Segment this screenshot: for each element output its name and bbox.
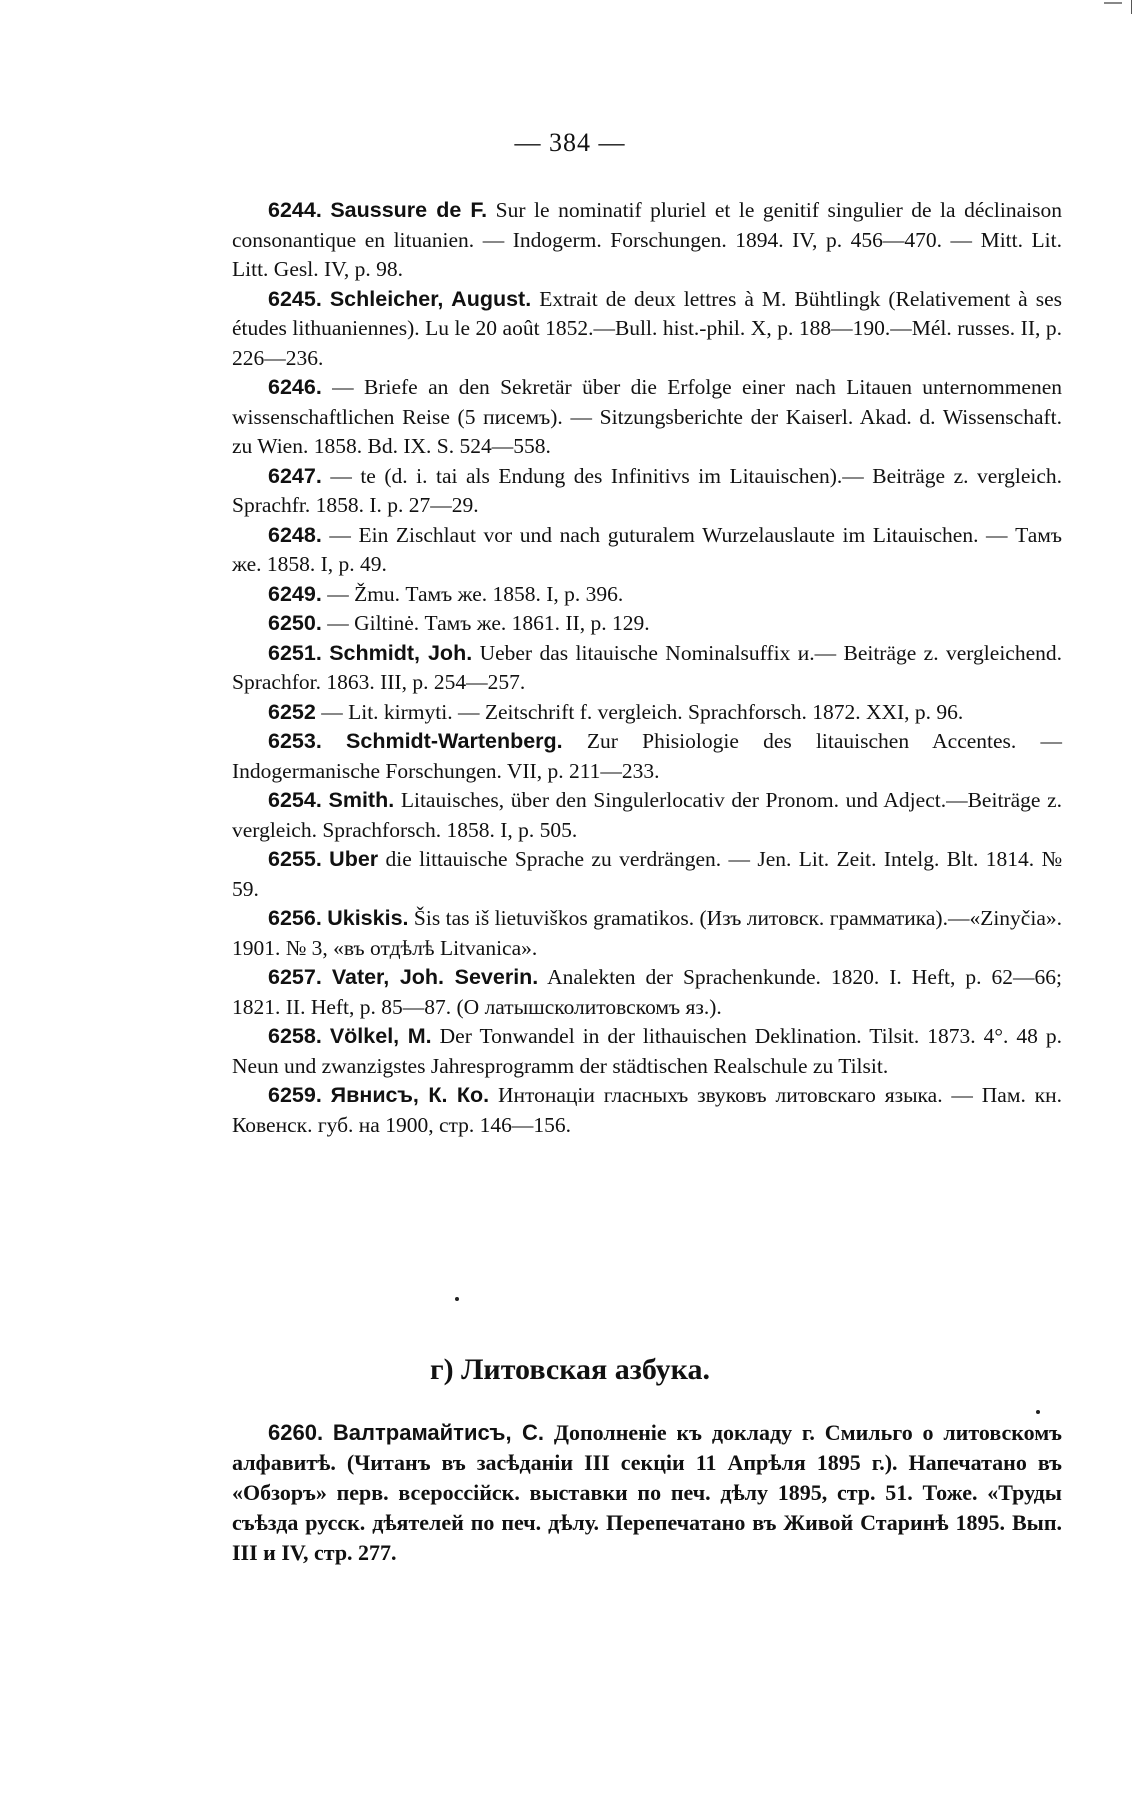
entry-number: 6259. xyxy=(268,1083,322,1107)
entry-text: Интонаціи гласныхъ звуковъ литовскаго языка. — Пам. кн. Ковенск. губ. на 1900, стр. 146—156. xyxy=(232,1083,1063,1137)
entry-text: — Giltinė. Тамъ же. 1861. II, p. 129. xyxy=(321,611,650,635)
entry-text: Ueber das litauische Nominalsuffix и.— Beiträge z. vergleichend. Sprachfor. 1863. III, p. 254—257. xyxy=(232,640,1063,694)
bibliography-entry xyxy=(232,196,1062,285)
entry-author: Völkel, M. xyxy=(329,1024,432,1048)
entry-text: — te (d. i. tai als Endung des Infinitivs im Litauischen).— Beiträge z. vergleich. Sprachfr. 1858. I. p. 27—29. xyxy=(232,463,1062,517)
entry-author: Явнисъ, К. Ко. xyxy=(330,1083,490,1107)
entry-text: — Lit. kirmyti. — Zeitschrift f. vergleich. Sprachforsch. 1872. XXI, p. 96. xyxy=(315,699,964,724)
entry-text: Zur Phisiologie des litauischen Accentes. — Indogermanische Forschungen. VII, p. 211—233. xyxy=(232,729,1063,783)
entry-number: 6260. xyxy=(268,1420,324,1445)
entry-number: 6250. xyxy=(268,611,322,635)
entry-number: 6245. xyxy=(268,286,322,311)
bibliography-entry xyxy=(232,609,1062,639)
entry-author: Schmidt-Wartenberg. xyxy=(346,729,563,753)
bibliography-entry xyxy=(232,639,1062,698)
bibliography-entry xyxy=(232,521,1062,580)
entry-text: Дополненіе къ докладу г. Смильго о литовскомъ алфавитѣ. (Читанъ въ засѣданіи III секціи 11 Апрѣля 1895 г.). Напечатано въ «Обзоръ» перв. всероссійск. выставки по печ. дѣлу 1895, стр. 51. Тоже. «Труды съѣзда русск. дѣятелей по печ. дѣлу. Перепечатано въ Живой Старинѣ 1895. Вып. III и IV, стр. 277. xyxy=(232,1420,1063,1565)
entry-text: Extrait de deux lettres à M. Bühtlingk (Relativement à ses études lithuaniennes). Lu le 20 août 1852.—Bull. hist.-phil. X, p. 188—190.—Mél. russes. II, p. 226—236. xyxy=(232,286,1063,370)
bibliography-entry xyxy=(232,1418,1062,1568)
bibliography-entry xyxy=(232,698,1062,728)
entry-text: — Žmu. Тамъ же. 1858. I, p. 396. xyxy=(321,581,624,606)
entry-number: 6246. xyxy=(268,375,322,399)
bibliography-entry xyxy=(232,462,1062,521)
entry-number: 6244. xyxy=(268,198,322,222)
entry-number: 6249. xyxy=(268,581,322,606)
bibliography-entry xyxy=(232,580,1062,610)
entry-author: Schmidt, Joh. xyxy=(329,640,473,665)
entry-text: — Ein Zischlaut vor und nach guturalem Wurzelauslaute im Litauischen. — Тамъ же. 1858. I, p. 49. xyxy=(232,522,1062,576)
entry-text: — Briefe an den Sekretär über die Erfolge einer nach Litauen unternommenen wissenschaftlichen Reise (5 писемъ). — Sitzungsberichte der Kaiserl. Akad. d. Wissenschaft. zu Wien. 1858. Bd. IX. S. 524—558. xyxy=(232,375,1062,458)
entry-number: 6258. xyxy=(268,1024,322,1048)
entry-author: Vater, Joh. Severin. xyxy=(331,965,539,989)
section-title: г) Литовская азбука. xyxy=(429,1353,711,1386)
entry-text: Sur le nominatif pluriel et le genitif singulier de la déclinaison consonantique en lituanien. — Indogerm. Forschungen. 1894. IV, p. 456—470. — Mitt. Lit. Litt. Gesl. IV, p. 98. xyxy=(232,198,1062,281)
page-number: — 384 — xyxy=(514,128,626,157)
entry-number: 6256. xyxy=(268,906,322,930)
bibliography-entry xyxy=(232,285,1062,374)
entry-author: Saussure de F. xyxy=(330,198,488,222)
bibliography-entry xyxy=(232,1081,1062,1140)
bibliography-entry xyxy=(232,904,1062,963)
entry-number: 6247. xyxy=(268,463,322,488)
entry-author: Smith. xyxy=(328,788,395,812)
entry-number: 6254. xyxy=(268,788,322,812)
entry-text: Šis tas iš lietuviškos gramatikos. (Изъ литовск. грамматика).—«Zinyčia». 1901. № 3, «въ отдѣлѣ Litvanica». xyxy=(232,906,1062,960)
edge-dash-mark xyxy=(1104,2,1122,4)
entry-number: 6257. xyxy=(268,965,322,989)
entry-number: 6251. xyxy=(268,640,322,665)
bibliography-entry xyxy=(232,786,1062,845)
entry-text: Litauisches, über den Singulerlocativ der Pronom. und Adject.—Beiträge z. vergleich. Sprachforsch. 1858. I, p. 505. xyxy=(232,788,1062,842)
entry-number: 6255. xyxy=(268,847,322,871)
bibliography-entry xyxy=(232,373,1062,462)
entry-text: die littauische Sprache zu verdrängen. — Jen. Lit. Zeit. Intelg. Blt. 1814. № 59. xyxy=(232,847,1062,901)
entry-number: 6248. xyxy=(268,522,322,547)
entry-number: 6252 xyxy=(268,699,316,724)
edge-rule-mark xyxy=(1131,0,1132,14)
bibliography-entry xyxy=(232,1022,1062,1081)
bibliography-entry xyxy=(232,845,1062,904)
entry-author: Ukiskis. xyxy=(327,906,409,930)
print-speck xyxy=(455,1297,459,1301)
entry-text: Der Tonwandel in der lithauischen Deklination. Tilsit. 1873. 4°. 48 p. Neun und zwanzigstes Jahresprogramm der städtischen Realschule zu Tilsit. xyxy=(232,1024,1063,1078)
bibliography-entry xyxy=(232,963,1062,1022)
bibliography-entry xyxy=(232,727,1062,786)
entry-author: Валтрамайтисъ, С. xyxy=(332,1420,545,1445)
entry-text: Analekten der Sprachenkunde. 1820. I. Heft, p. 62—66; 1821. II. Heft, p. 85—87. (О латышсколитовскомъ яз.). xyxy=(232,965,1063,1019)
entry-number: 6253. xyxy=(268,729,322,753)
print-speck xyxy=(1036,1410,1040,1414)
entry-author: Schleicher, August. xyxy=(329,286,532,311)
bibliography-entries-section xyxy=(232,1418,1062,1568)
entry-author: Uber xyxy=(329,847,379,871)
bibliography-entries xyxy=(232,196,1062,1140)
